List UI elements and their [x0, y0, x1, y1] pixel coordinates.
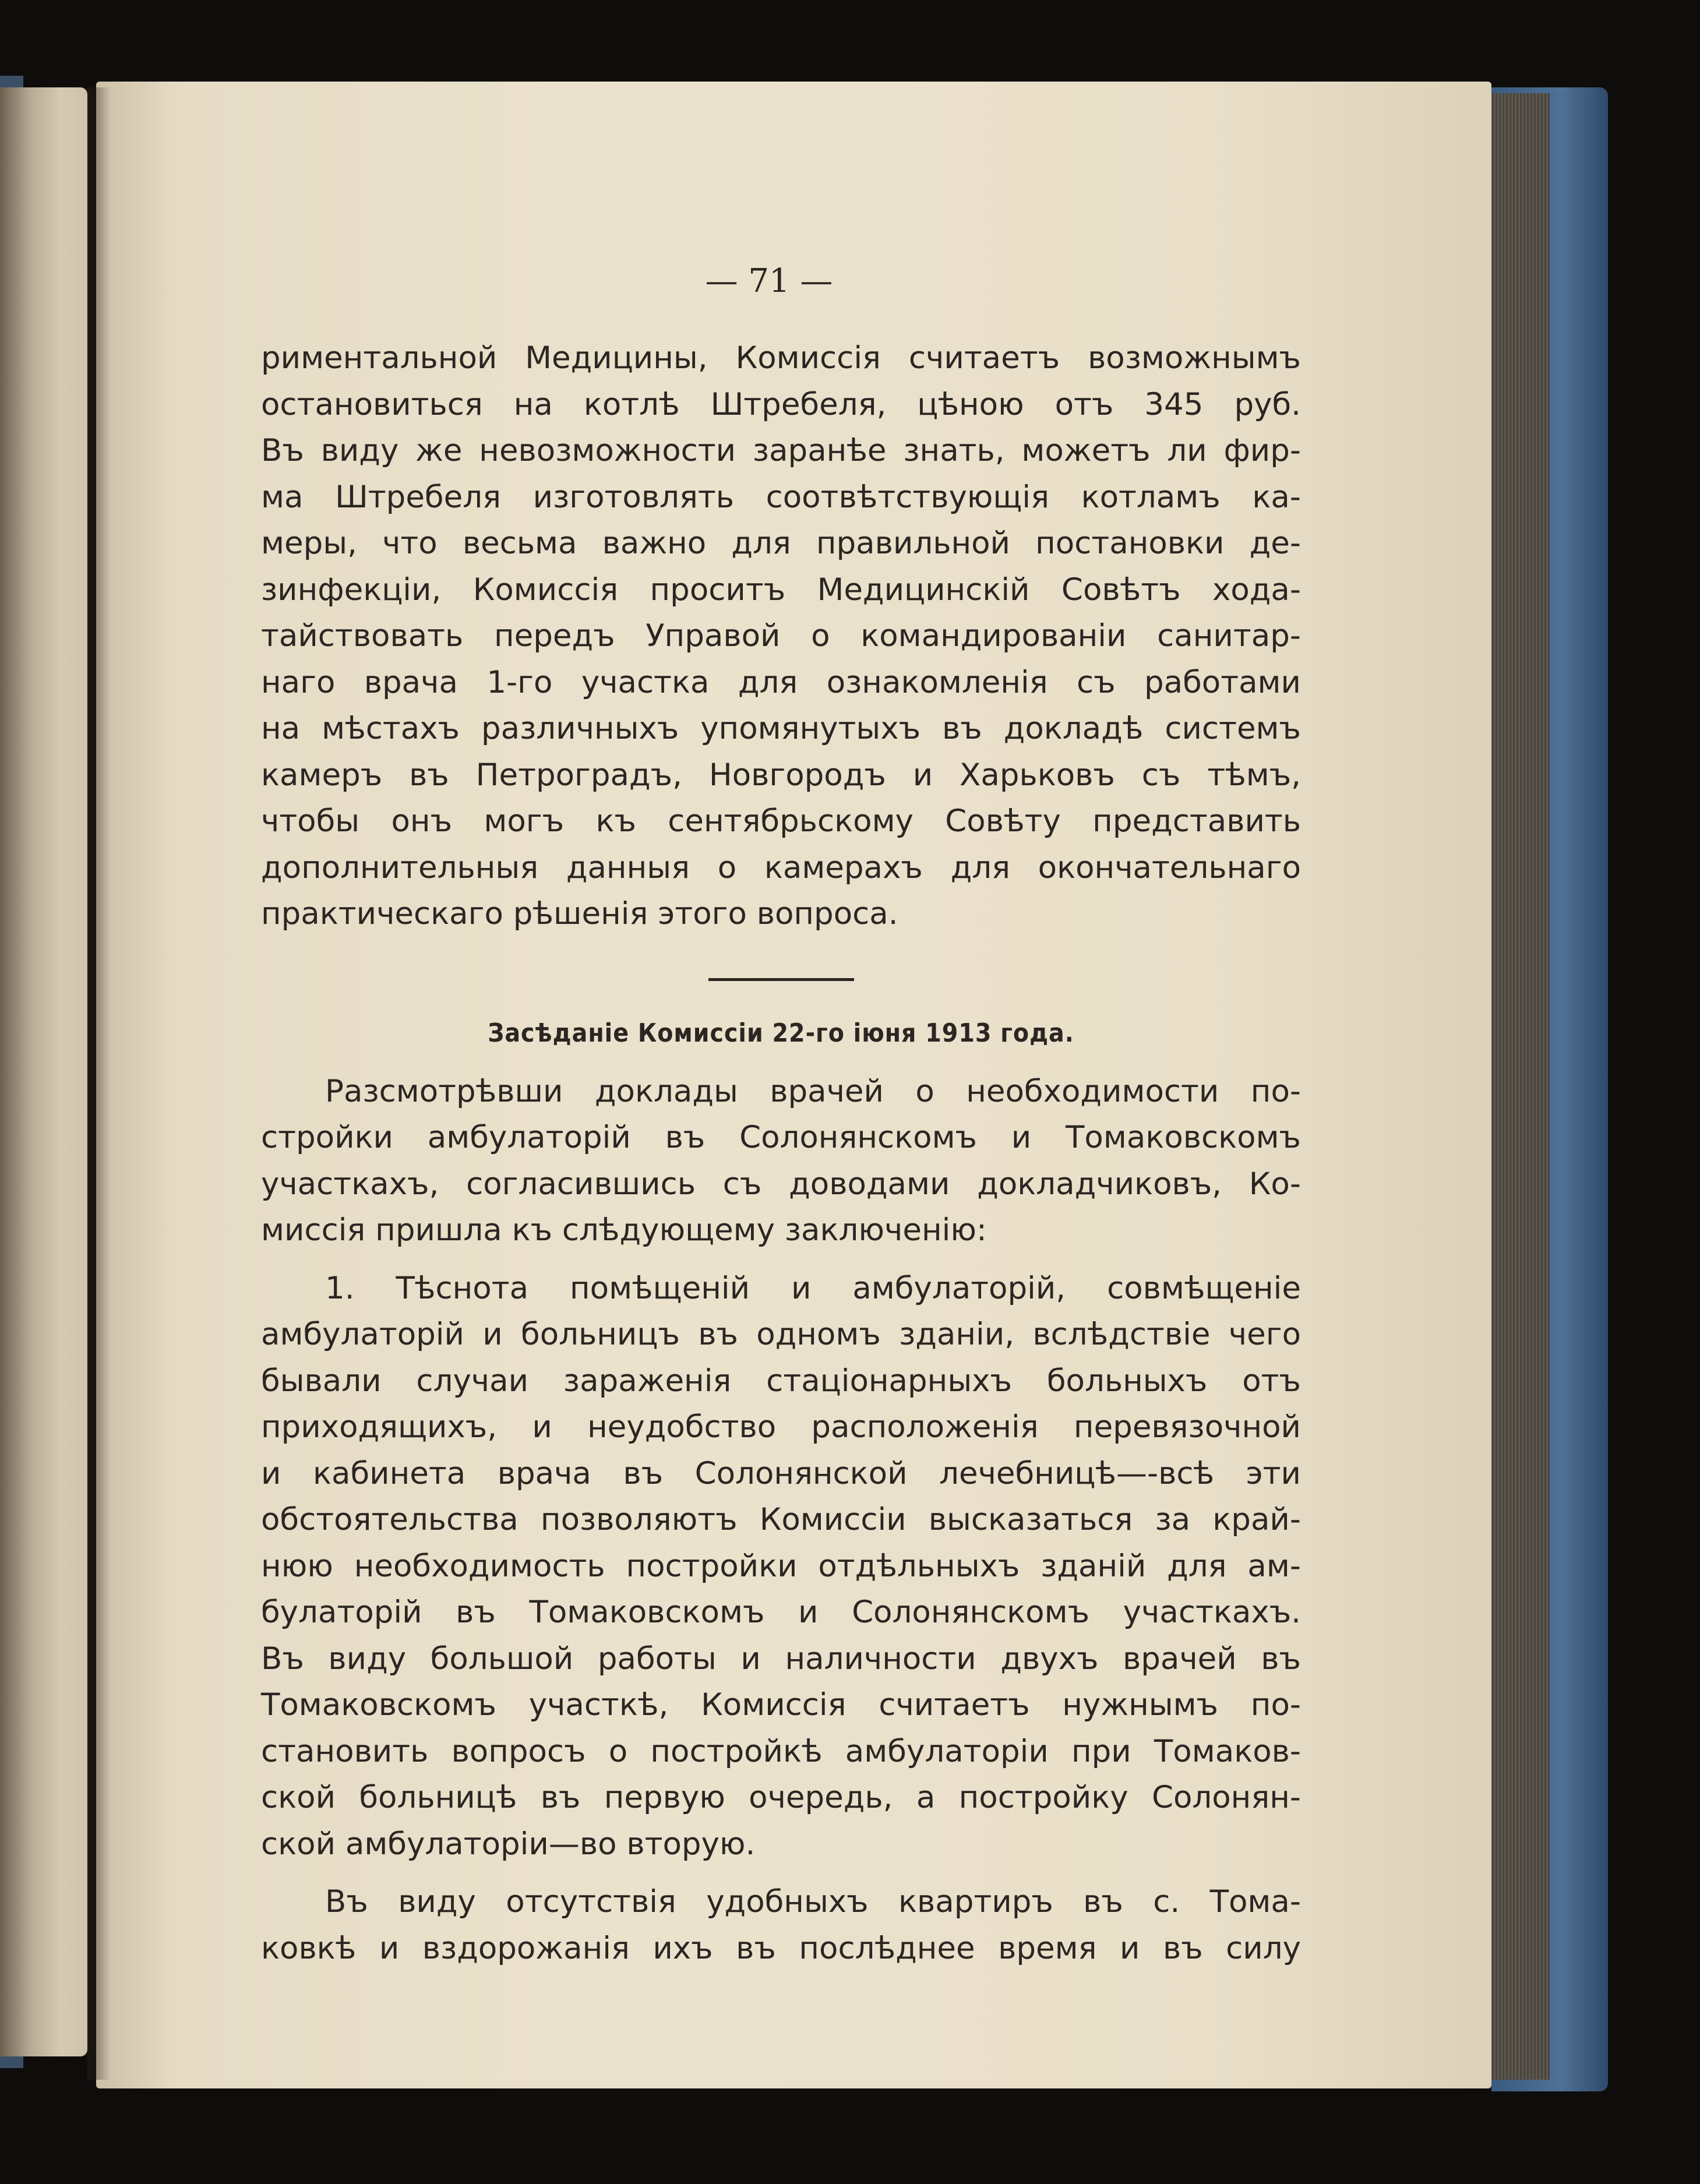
- text-line: 1. Тѣснота помѣщеній и амбулаторій, совмѣщеніе: [325, 1270, 1301, 1306]
- text-line: Въ виду отсутствія удобныхъ квартиръ въ с. Тома-: [325, 1884, 1301, 1920]
- text-line: тайствовать передъ Управой о командированіи санитар-: [261, 618, 1301, 654]
- text-line: стройки амбулаторій въ Солонянскомъ и Томаковскомъ: [261, 1120, 1301, 1155]
- text-line: бывали случаи зараженія стаціонарныхъ больныхъ отъ: [261, 1363, 1301, 1399]
- text-line: меры, что весьма важно для правильной постановки де-: [261, 525, 1301, 561]
- section-divider: [708, 978, 854, 981]
- text-column: [261, 250, 1301, 1971]
- text-line: практическаго рѣшенія этого вопроса.: [261, 896, 898, 932]
- text-line: становить вопросъ о постройкѣ амбулаторіи при Томаков-: [261, 1733, 1301, 1769]
- page-number: — 71 —: [705, 262, 833, 300]
- text-line: ма Штребеля изготовлять соотвѣтствующія котламъ ка-: [261, 479, 1301, 515]
- text-line: ской больницѣ въ первую очередь, а постройку Солонян-: [261, 1780, 1301, 1815]
- left-page: [0, 87, 87, 2056]
- text-line: Разсмотрѣвши доклады врачей о необходимости по-: [325, 1073, 1301, 1109]
- gutter-shadow: [87, 87, 111, 2080]
- text-line: булаторій въ Томаковскомъ и Солонянскомъ участкахъ.: [261, 1594, 1301, 1630]
- text-line: амбулаторій и больницъ въ одномъ зданіи, вслѣдствіе чего: [261, 1317, 1301, 1352]
- text-line: зинфекціи, Комиссія проситъ Медицинскій Совѣтъ хода-: [261, 571, 1301, 608]
- section-heading: Засѣданіе Комиссіи 22-го іюня 1913 года.: [488, 1018, 1074, 1048]
- text-line: камеръ въ Петроградъ, Новгородъ и Харьковъ съ тѣмъ,: [261, 757, 1301, 793]
- text-line: чтобы онъ могъ къ сентябрьскому Совѣту представить: [261, 803, 1301, 839]
- text-line: наго врача 1-го участка для ознакомленія съ работами: [261, 664, 1301, 700]
- paragraph-3: [261, 1265, 1301, 1868]
- text-line: ковкѣ и вздорожанія ихъ въ послѣднее время и въ силу: [261, 1930, 1301, 1966]
- text-line: риментальной Медицины, Комиссія считаетъ возможнымъ: [261, 340, 1301, 376]
- text-line: нюю необходимость постройки отдѣльныхъ зданій для ам-: [261, 1548, 1301, 1584]
- text-line: дополнительныя данныя о камерахъ для окончательнаго: [261, 849, 1301, 885]
- paragraph-4: [261, 1879, 1301, 1971]
- text-line: Въ виду большой работы и наличности двухъ врачей въ: [261, 1640, 1301, 1677]
- text-line: приходящихъ, и неудобство расположенія перевязочной: [261, 1409, 1301, 1445]
- paragraph-1: [261, 335, 1301, 937]
- text-line: Томаковскомъ участкѣ, Комиссія считаетъ нужнымъ по-: [261, 1687, 1301, 1723]
- text-line: Въ виду же невозможности заранѣе знать, можетъ ли фир-: [261, 433, 1301, 468]
- text-line: обстоятельства позволяютъ Комиссіи высказаться за край-: [261, 1502, 1301, 1537]
- text-line: и кабинета врача въ Солонянской лечебницѣ—-всѣ эти: [261, 1455, 1301, 1491]
- text-line: на мѣстахъ различныхъ упомянутыхъ въ докладѣ системъ: [261, 711, 1301, 746]
- text-line: миссія пришла къ слѣдующему заключенію:: [261, 1212, 987, 1248]
- paragraph-2: [261, 1068, 1301, 1254]
- text-line: остановиться на котлѣ Штребеля, цѣною отъ 345 руб.: [261, 386, 1301, 422]
- text-line: участкахъ, согласившись съ доводами докладчиковъ, Ко-: [261, 1166, 1301, 1202]
- text-line: ской амбулаторіи—во вторую.: [261, 1826, 756, 1862]
